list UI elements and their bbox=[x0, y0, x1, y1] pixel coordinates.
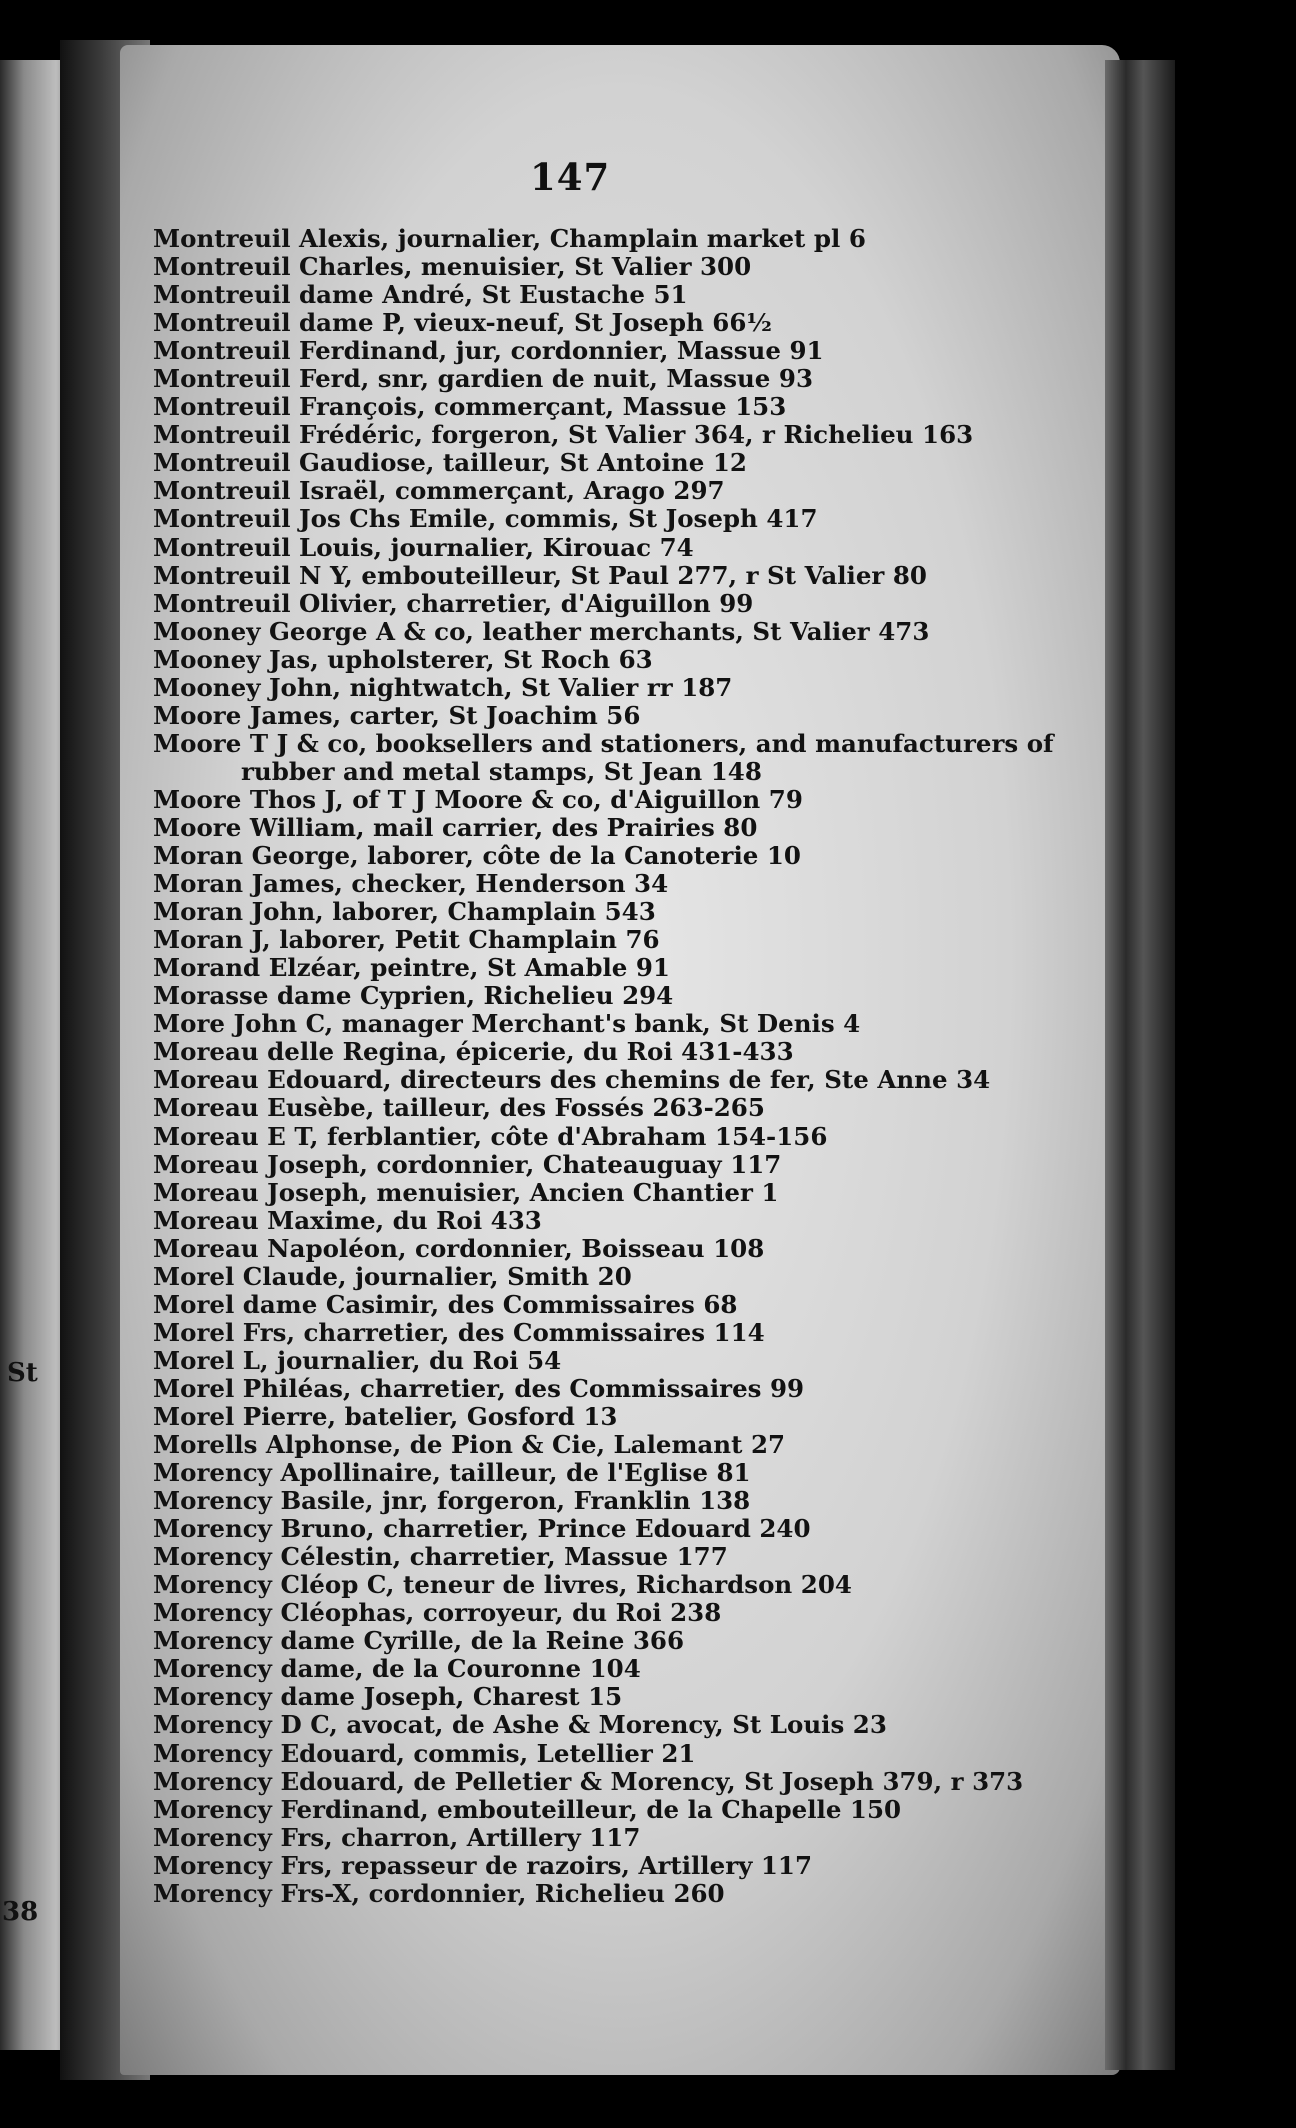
directory-entry: Morel Claude, journalier, Smith 20 bbox=[153, 1261, 632, 1291]
directory-entry: Morency Frs, charron, Artillery 117 bbox=[153, 1822, 641, 1852]
directory-entry: Morency Apollinaire, tailleur, de l'Eglise 81 bbox=[153, 1458, 751, 1488]
right-page-edge bbox=[1105, 60, 1175, 2070]
directory-entry-continuation: rubber and metal stamps, St Jean 148 bbox=[241, 756, 762, 786]
directory-entry: Moore James, carter, St Joachim 56 bbox=[153, 700, 641, 730]
directory-entry: Montreuil Gaudiose, tailleur, St Antoine 12 bbox=[153, 448, 747, 478]
directory-entry: Morency Cléophas, corroyeur, du Roi 238 bbox=[153, 1598, 722, 1628]
directory-entry: Morel Frs, charretier, des Commissaires 114 bbox=[153, 1317, 765, 1347]
directory-entry: Morency dame Cyrille, de la Reine 366 bbox=[153, 1626, 684, 1656]
directory-entry: Moreau Napoléon, cordonnier, Boisseau 108 bbox=[153, 1233, 765, 1263]
directory-entry: Morel Philéas, charretier, des Commissaires 99 bbox=[153, 1373, 805, 1403]
directory-entry: Moran George, laborer, côte de la Canoterie 10 bbox=[153, 841, 801, 871]
directory-entry: Moreau Eusèbe, tailleur, des Fossés 263-265 bbox=[153, 1093, 765, 1123]
directory-entry: Montreuil N Y, embouteilleur, St Paul 277, r St Valier 80 bbox=[153, 560, 927, 590]
directory-entry: Mooney George A & co, leather merchants, St Valier 473 bbox=[153, 616, 930, 646]
directory-entry: Morand Elzéar, peintre, St Amable 91 bbox=[153, 953, 670, 983]
directory-entry: Montreuil Alexis, journalier, Champlain market pl 6 bbox=[153, 224, 866, 253]
directory-entry: Morency Ferdinand, embouteilleur, de la Chapelle 150 bbox=[153, 1794, 902, 1824]
directory-entry: Montreuil Ferdinand, jur, cordonnier, Massue 91 bbox=[153, 336, 824, 366]
directory-entry: Morency D C, avocat, de Ashe & Morency, St Louis 23 bbox=[153, 1710, 887, 1740]
directory-entry: Montreuil dame André, St Eustache 51 bbox=[153, 280, 688, 310]
left-margin-text-number: 38 bbox=[2, 1897, 39, 1927]
directory-entry: Montreuil Olivier, charretier, d'Aiguillon 99 bbox=[153, 588, 754, 618]
directory-entry: Morency Basile, jnr, forgeron, Franklin 138 bbox=[153, 1486, 751, 1516]
directory-entry: Moore Thos J, of T J Moore & co, d'Aiguillon 79 bbox=[153, 784, 803, 814]
directory-entry: Morel L, journalier, du Roi 54 bbox=[153, 1345, 562, 1375]
directory-entry: Montreuil Jos Chs Emile, commis, St Joseph 417 bbox=[153, 504, 818, 534]
directory-entry: Moreau Joseph, menuisier, Ancien Chantier 1 bbox=[153, 1177, 779, 1207]
directory-entry: Moran John, laborer, Champlain 543 bbox=[153, 897, 656, 927]
directory-entry: Moran James, checker, Henderson 34 bbox=[153, 869, 669, 899]
directory-entry: Morells Alphonse, de Pion & Cie, Lalemant 27 bbox=[153, 1430, 786, 1460]
page-number: 147 bbox=[530, 155, 611, 199]
directory-entry: Moran J, laborer, Petit Champlain 76 bbox=[153, 925, 660, 955]
directory-entry: Morasse dame Cyprien, Richelieu 294 bbox=[153, 981, 674, 1011]
directory-entry: Moreau Joseph, cordonnier, Chateauguay 117 bbox=[153, 1149, 782, 1179]
left-margin-text-st: St bbox=[7, 1358, 38, 1388]
directory-entries bbox=[153, 225, 1113, 1908]
directory-entry: Morency Frs-X, cordonnier, Richelieu 260 bbox=[153, 1878, 725, 1908]
directory-entry: Morency Cléop C, teneur de livres, Richardson 204 bbox=[153, 1570, 852, 1600]
directory-entry: Morency Célestin, charretier, Massue 177 bbox=[153, 1542, 728, 1572]
directory-entry: Morency Frs, repasseur de razoirs, Artillery 117 bbox=[153, 1850, 813, 1880]
directory-entry: Moreau Edouard, directeurs des chemins de fer, Ste Anne 34 bbox=[153, 1065, 991, 1095]
directory-entry: More John C, manager Merchant's bank, St Denis 4 bbox=[153, 1009, 861, 1039]
directory-entry: Morel Pierre, batelier, Gosford 13 bbox=[153, 1401, 618, 1431]
directory-entry: Moreau Maxime, du Roi 433 bbox=[153, 1205, 542, 1235]
directory-entry: Morency Edouard, commis, Letellier 21 bbox=[153, 1738, 696, 1768]
directory-entry: Moore T J & co, booksellers and stationers, and manufacturers of bbox=[153, 728, 1054, 758]
directory-entry: Morency dame Joseph, Charest 15 bbox=[153, 1682, 623, 1712]
directory-entry: Montreuil Frédéric, forgeron, St Valier 364, r Richelieu 163 bbox=[153, 420, 974, 450]
directory-entry: Montreuil Ferd, snr, gardien de nuit, Massue 93 bbox=[153, 364, 814, 394]
directory-entry: Montreuil Charles, menuisier, St Valier 300 bbox=[153, 252, 752, 282]
directory-entry: Morency dame, de la Couronne 104 bbox=[153, 1654, 641, 1684]
directory-entry: Montreuil Israël, commerçant, Arago 297 bbox=[153, 476, 725, 506]
directory-entry: Montreuil François, commerçant, Massue 153 bbox=[153, 392, 787, 422]
directory-entry: Montreuil Louis, journalier, Kirouac 74 bbox=[153, 532, 694, 562]
directory-entry: Mooney Jas, upholsterer, St Roch 63 bbox=[153, 644, 653, 674]
directory-entry: Morency Bruno, charretier, Prince Edouard 240 bbox=[153, 1514, 811, 1544]
directory-entry: Morel dame Casimir, des Commissaires 68 bbox=[153, 1289, 738, 1319]
directory-entry: Morency Edouard, de Pelletier & Morency, St Joseph 379, r 373 bbox=[153, 1766, 1024, 1796]
directory-entry: Moreau E T, ferblantier, côte d'Abraham 154-156 bbox=[153, 1121, 828, 1151]
directory-entry: Montreuil dame P, vieux-neuf, St Joseph 66½ bbox=[153, 308, 772, 338]
directory-entry: Mooney John, nightwatch, St Valier rr 187 bbox=[153, 672, 733, 702]
directory-entry: Moreau delle Regina, épicerie, du Roi 431-433 bbox=[153, 1037, 794, 1067]
directory-entry: Moore William, mail carrier, des Prairies 80 bbox=[153, 812, 758, 842]
